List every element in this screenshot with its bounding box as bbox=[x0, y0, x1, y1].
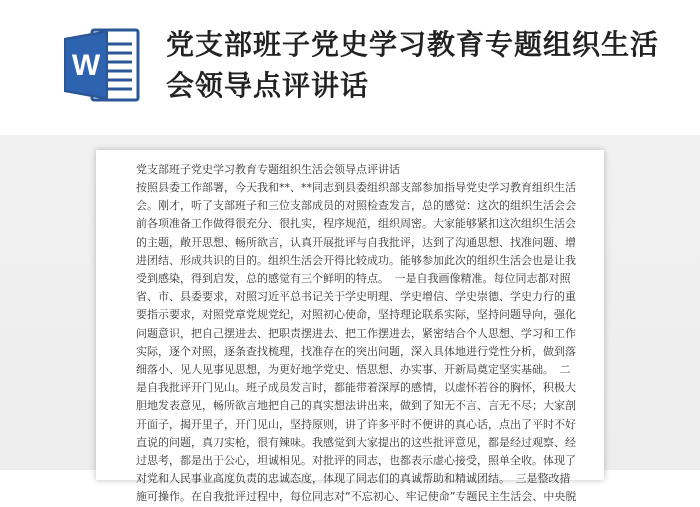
word-document-icon bbox=[62, 26, 142, 104]
document-line: 前各项准备工作做得很充分、很扎实，程序规范，组织周密。大家能够紧扣这次组织生活会 bbox=[136, 217, 576, 231]
document-line: 开面子，揭开里子，开门见山，坚持原则，讲了许多平时不便讲的真心话，点出了平时不好 bbox=[136, 417, 576, 431]
document-line: 的主题，敞开思想、畅所欲言，认真开展批评与自我批评，达到了沟通思想、找准问题、增 bbox=[136, 235, 576, 249]
document-line: 直说的问题，真刀实枪，很有辣味。我感觉到大家提出的这些批评意见，都是经过观察、经 bbox=[136, 435, 576, 449]
document-line: 进团结、形成共识的目的。组织生活会开得比较成功。能够参加此次的组织生活会也是让我 bbox=[136, 253, 576, 267]
document-line: 省、市、县委要求，对照习近平总书记关于学史明理、学史增信、学史崇德、学史力行的重 bbox=[136, 290, 576, 304]
document-line: 是自我批评开门见山。班子成员发言时，都能带着深厚的感情，以虚怀若谷的胸怀，积极大 bbox=[136, 381, 576, 395]
document-title: 党支部班子党史学习教育专题组织生活会领导点评讲话 bbox=[136, 163, 400, 176]
document-line: 细落小、见人见事见思想，为更好地学党史、悟思想、办实事、开新局奠定坚实基础。 二 bbox=[136, 363, 571, 377]
document-line: 要指示要求，对照党章党规党纪，对照初心使命，坚持理论联系实际，坚持问题导向，强化 bbox=[136, 308, 576, 322]
document-line: 胆地发表意见，畅所欲言地把自己的真实想法讲出来，做到了知无不言、言无不尽；大家剖 bbox=[136, 399, 576, 413]
document-line: 过思考，都是出于公心，坦诚相见。对批评的同志，也都表示虚心接受，照单全收。体现了 bbox=[136, 454, 576, 468]
page-title: 党支部班子党史学习教育专题组织生活会领导点评讲话 bbox=[166, 28, 660, 102]
document-line: 按照县委工作部署，今天我和**、**同志到县委组织部支部参加指导党史学习教育组织生活 bbox=[136, 181, 576, 194]
svg-text:W: W bbox=[71, 49, 101, 82]
header bbox=[0, 0, 700, 135]
document-line: 会。刚才，听了支部班子和三位支部成员的对照检查发言，总的感觉：这次的组织生活会会 bbox=[136, 199, 576, 213]
document-line: 实际，逐个对照，逐条查找梳理，找准存在的突出问题，深入具体地进行党性分析，做到落 bbox=[136, 344, 576, 358]
document-line: 施可操作。在自我批评过程中，每位同志对“不忘初心、牢记使命”专题民主生活会、中央脱 bbox=[136, 490, 576, 504]
document-line: 受到感染，得到启发，总的感觉有三个鲜明的特点。 一是自我画像精准。每位同志都对照 bbox=[136, 272, 571, 286]
document-body bbox=[136, 179, 576, 507]
document-line: 对党和人民事业高度负责的忠诚态度，体现了同志们的真诚帮助和精诚团结。 三是整改措 bbox=[136, 472, 571, 486]
document-line: 问题意识，把自己摆进去、把职责摆进去、把工作摆进去，紧密结合个人思想、学习和工作 bbox=[136, 326, 576, 340]
